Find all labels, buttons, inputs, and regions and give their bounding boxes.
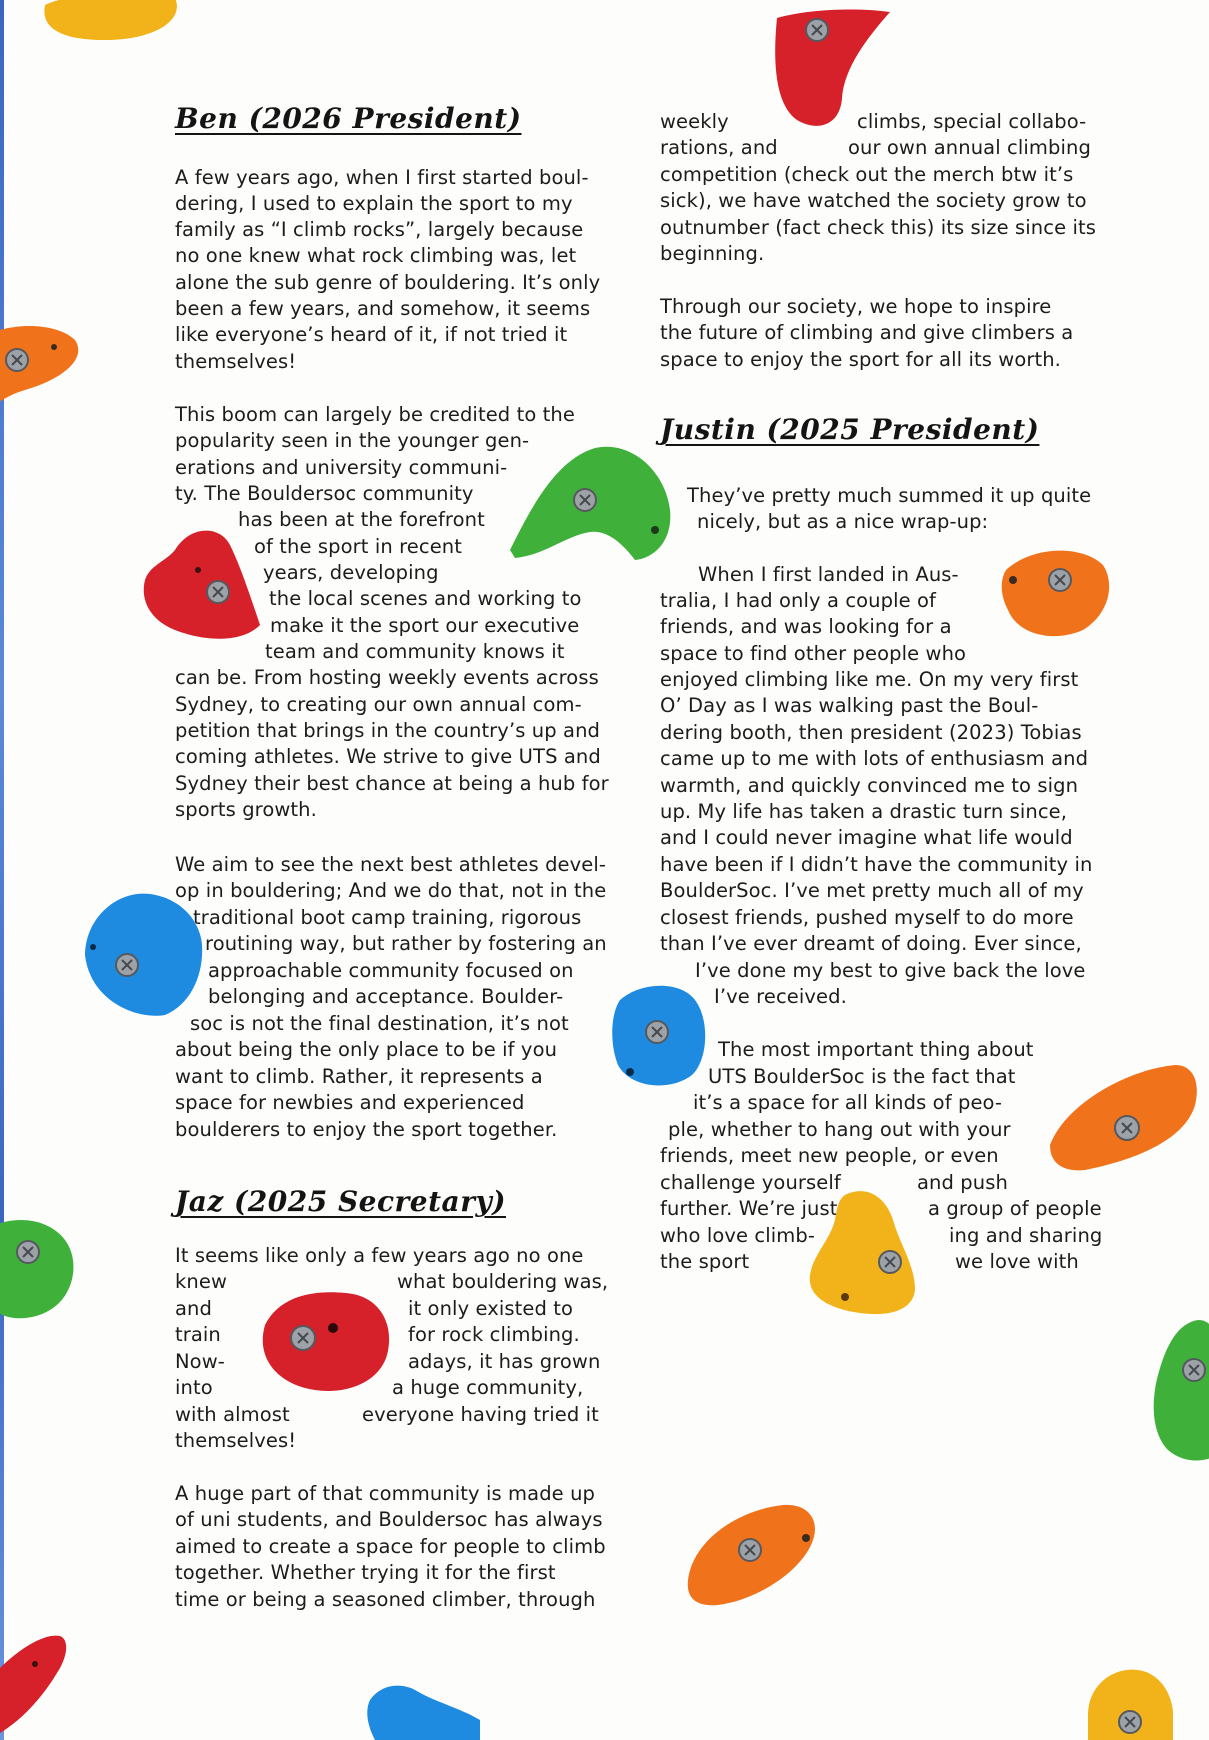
text-line: up. My life has taken a drastic turn since,	[660, 800, 1068, 823]
yellow-climbing-hold	[35, 0, 185, 50]
red-climbing-hold	[0, 1628, 75, 1738]
text-line: It seems like only a few years ago no one	[175, 1244, 584, 1267]
text-line: and push	[917, 1171, 1008, 1194]
text-line: aimed to create a space for people to climb	[175, 1535, 606, 1558]
text-line: ple, whether to hang out with your	[668, 1118, 1011, 1141]
text-line: A huge part of that community is made up	[175, 1482, 596, 1505]
red-climbing-hold	[140, 520, 265, 645]
text-line: has been at the forefront	[238, 508, 485, 531]
text-line: friends, meet new people, or even	[660, 1144, 999, 1167]
blue-climbing-hold	[80, 890, 205, 1020]
text-line: what bouldering was,	[397, 1270, 609, 1293]
text-line: can be. From hosting weekly events across	[175, 666, 599, 689]
orange-climbing-hold	[0, 320, 90, 415]
text-line: who love climb-	[660, 1224, 815, 1247]
text-line: no one knew what rock climbing was, let	[175, 244, 577, 267]
text-line: and	[175, 1297, 212, 1320]
text-line: They’ve pretty much summed it up quite	[687, 484, 1092, 507]
text-line: the future of climbing and give climbers a	[660, 321, 1074, 344]
text-line: it’s a space for all kinds of peo-	[693, 1091, 1003, 1114]
orange-climbing-hold	[1045, 1060, 1205, 1175]
text-line: space to enjoy the sport for all its worth.	[660, 348, 1061, 371]
text-line: of the sport in recent	[254, 535, 463, 558]
text-line: beginning.	[660, 242, 765, 265]
text-line: with almost	[175, 1403, 290, 1426]
text-line: came up to me with lots of enthusiasm and	[660, 747, 1089, 770]
text-line: Sydney their best chance at being a hub for	[175, 772, 609, 795]
text-line: a group of people	[928, 1197, 1102, 1220]
text-line: The most important thing about	[718, 1038, 1034, 1061]
text-line: the local scenes and working to	[269, 587, 582, 610]
text-line: family as “I climb rocks”, largely because	[175, 218, 584, 241]
text-line: of uni students, and Bouldersoc has always	[175, 1508, 603, 1531]
text-line: coming athletes. We strive to give UTS and	[175, 745, 601, 768]
text-line: BoulderSoc. I’ve met pretty much all of my	[660, 879, 1084, 902]
text-line: want to climb. Rather, it represents a	[175, 1065, 543, 1088]
text-line: O’ Day as I was walking past the Boul-	[660, 694, 1039, 717]
text-line: routining way, but rather by fostering an	[205, 932, 607, 955]
text-line: than I’ve ever dreamt of doing. Ever since,	[660, 932, 1082, 955]
text-line: have been if I didn’t have the community in	[660, 853, 1093, 876]
text-line: into	[175, 1376, 213, 1399]
section-heading-ben: Ben (2026 President)	[175, 102, 522, 135]
text-line: been a few years, and somehow, it seems	[175, 297, 591, 320]
orange-climbing-hold	[998, 545, 1113, 640]
red-climbing-hold	[255, 1285, 395, 1395]
text-line: I’ve done my best to give back the love	[695, 959, 1086, 982]
text-line: it only existed to	[408, 1297, 574, 1320]
text-line: We aim to see the next best athletes devel-	[175, 853, 607, 876]
green-climbing-hold	[1148, 1315, 1209, 1465]
text-line: climbs, special collabo-	[857, 110, 1087, 133]
text-line: our own annual climbing	[848, 136, 1091, 159]
text-line: themselves!	[175, 350, 297, 373]
green-climbing-hold	[0, 1210, 85, 1325]
text-line: This boom can largely be credited to the	[175, 403, 575, 426]
text-line: closest friends, pushed myself to do more	[660, 906, 1074, 929]
section-heading-justin: Justin (2025 President)	[660, 413, 1040, 446]
text-line: make it the sport our executive	[270, 614, 580, 637]
green-climbing-hold	[505, 440, 675, 570]
text-line: about being the only place to be if you	[175, 1038, 558, 1061]
text-line: I’ve received.	[714, 985, 847, 1008]
text-line: outnumber (fact check this) its size since its	[660, 216, 1097, 239]
text-line: When I first landed in Aus-	[698, 563, 959, 586]
text-line: sick), we have watched the society grow to	[660, 189, 1087, 212]
text-line: A few years ago, when I first started boul-	[175, 166, 589, 189]
red-climbing-hold	[772, 8, 892, 133]
text-line: traditional boot camp training, rigorous	[193, 906, 582, 929]
text-line: years, developing	[263, 561, 439, 584]
text-line: nicely, but as a nice wrap-up:	[697, 510, 989, 533]
yellow-climbing-hold	[805, 1185, 925, 1320]
text-line: petition that brings in the country’s up and	[175, 719, 601, 742]
text-line: further. We’re just	[660, 1197, 838, 1220]
text-line: adays, it has grown	[408, 1350, 601, 1373]
text-line: erations and university communi-	[175, 456, 508, 479]
text-line: weekly	[660, 110, 729, 133]
text-line: team and community knows it	[265, 640, 565, 663]
blue-climbing-hold	[365, 1680, 485, 1740]
text-line: UTS BoulderSoc is the fact that	[708, 1065, 1016, 1088]
text-line: Sydney, to creating our own annual com-	[175, 693, 582, 716]
text-line: everyone having tried it	[362, 1403, 599, 1426]
text-line: ty. The Bouldersoc community	[175, 482, 474, 505]
text-line: sports growth.	[175, 798, 317, 821]
text-line: approachable community focused on	[208, 959, 574, 982]
text-line: Now-	[175, 1350, 225, 1373]
text-line: train	[175, 1323, 221, 1346]
text-line: a huge community,	[392, 1376, 584, 1399]
text-line: knew	[175, 1270, 227, 1293]
text-line: enjoyed climbing like me. On my very first	[660, 668, 1079, 691]
text-line: boulderers to enjoy the sport together.	[175, 1118, 558, 1141]
text-line: challenge yourself	[660, 1171, 841, 1194]
text-line: ing and sharing	[949, 1224, 1103, 1247]
text-line: the sport	[660, 1250, 750, 1273]
text-line: alone the sub genre of bouldering. It’s only	[175, 271, 601, 294]
text-line: dering, I used to explain the sport to my	[175, 192, 573, 215]
text-line: and I could never imagine what life would	[660, 826, 1073, 849]
blue-climbing-hold	[610, 980, 710, 1090]
text-line: friends, and was looking for a	[660, 615, 952, 638]
text-line: space for newbies and experienced	[175, 1091, 525, 1114]
text-line: like everyone’s heard of it, if not tried it	[175, 323, 568, 346]
orange-climbing-hold	[678, 1500, 823, 1610]
text-line: themselves!	[175, 1429, 297, 1452]
text-line: belonging and acceptance. Boulder-	[208, 985, 564, 1008]
text-line: popularity seen in the younger gen-	[175, 429, 530, 452]
text-line: tralia, I had only a couple of	[660, 589, 937, 612]
text-line: for rock climbing.	[408, 1323, 580, 1346]
text-line: dering booth, then president (2023) Tobias	[660, 721, 1082, 744]
text-line: together. Whether trying it for the first	[175, 1561, 556, 1584]
text-line: competition (check out the merch btw it’s	[660, 163, 1074, 186]
page-edge-strip	[0, 0, 4, 1740]
section-heading-jaz: Jaz (2025 Secretary)	[175, 1185, 506, 1218]
text-line: warmth, and quickly convinced me to sign	[660, 774, 1079, 797]
text-line: soc is not the final destination, it’s not	[190, 1012, 569, 1035]
text-line: Through our society, we hope to inspire	[660, 295, 1052, 318]
text-line: time or being a seasoned climber, through	[175, 1588, 596, 1611]
text-line: space to find other people who	[660, 642, 967, 665]
yellow-climbing-hold	[1078, 1665, 1173, 1740]
text-line: rations, and	[660, 136, 778, 159]
text-line: we love with	[955, 1250, 1079, 1273]
text-line: op in bouldering; And we do that, not in the	[175, 879, 607, 902]
